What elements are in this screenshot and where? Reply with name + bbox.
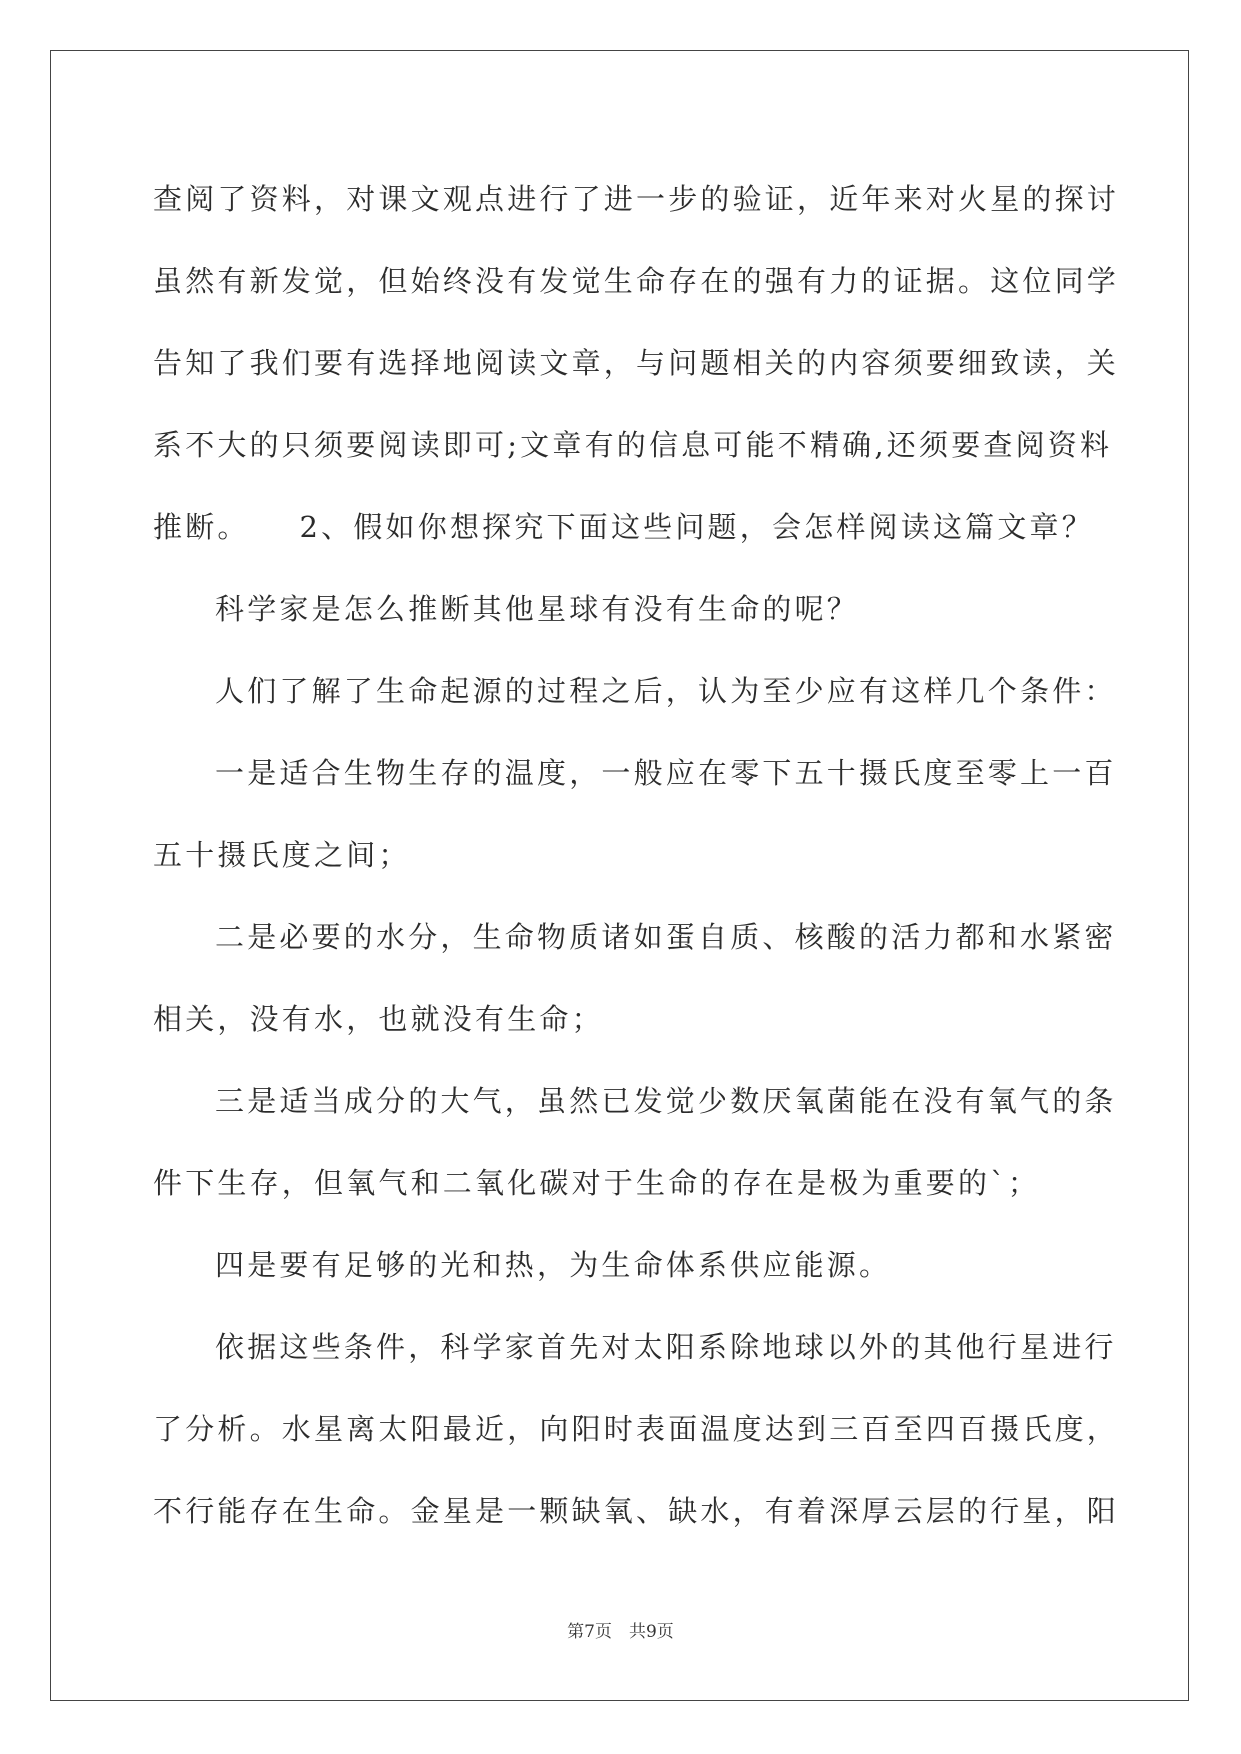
text-line-3: 告知了我们要有选择地阅读文章，与问题相关的内容须要细致读，关 <box>153 346 1120 380</box>
text-line-2: 虽然有新发觉，但始终没有发觉生命存在的强有力的证据。这位同学 <box>153 264 1120 298</box>
body-text <box>153 158 1120 1552</box>
text-line-15: 依据这些条件，科学家首先对太阳系除地球以外的其他行星进行 <box>215 1330 1117 1364</box>
text-line-8: 一是适合生物生存的温度，一般应在零下五十摄氏度至零上一百 <box>215 756 1117 790</box>
text-line-10: 二是必要的水分，生命物质诸如蛋自质、核酸的活力都和水紧密 <box>215 920 1117 954</box>
page-footer: 第7页 共9页 <box>567 1622 674 1642</box>
text-line-14: 四是要有足够的光和热，为生命体系供应能源。 <box>215 1248 892 1282</box>
text-line-11: 相关，没有水，也就没有生命； <box>153 1002 604 1036</box>
text-line-6: 科学家是怎么推断其他星球有没有生命的呢？ <box>215 592 860 626</box>
text-line-17: 不行能存在生命。金星是一颗缺氧、缺水，有着深厚云层的行星，阳 <box>153 1494 1120 1528</box>
text-line-7: 人们了解了生命起源的过程之后，认为至少应有这样几个条件： <box>215 674 1117 708</box>
text-line-16: 了分析。水星离太阳最近，向阳时表面温度达到三百至四百摄氏度， <box>153 1412 1120 1446</box>
text-line-12: 三是适当成分的大气，虽然已发觉少数厌氧菌能在没有氧气的条 <box>215 1084 1117 1118</box>
text-line-5: 推断。 2、假如你想探究下面这些问题，会怎样阅读这篇文章？ <box>153 510 1094 544</box>
text-line-9: 五十摄氏度之间； <box>153 838 411 872</box>
text-line-1: 查阅了资料，对课文观点进行了进一步的验证，近年来对火星的探讨 <box>153 182 1120 216</box>
text-line-13: 件下生存，但氧气和二氧化碳对于生命的存在是极为重要的`； <box>153 1166 1041 1200</box>
text-line-4: 系不大的只须要阅读即可;文章有的信息可能不精确,还须要查阅资料 <box>153 428 1113 462</box>
